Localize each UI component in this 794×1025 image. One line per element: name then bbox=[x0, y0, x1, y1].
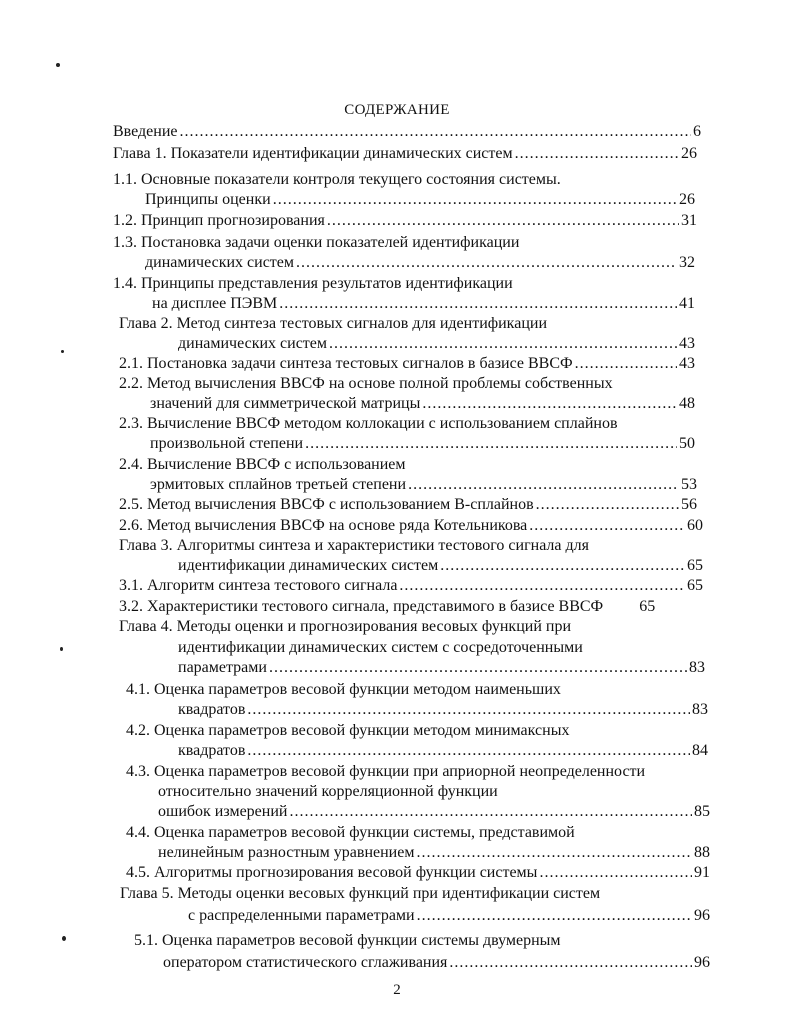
toc-line bbox=[178, 556, 703, 576]
toc-page: 26 bbox=[681, 145, 697, 162]
toc-text: параметрами bbox=[178, 659, 267, 676]
toc-line-intro bbox=[113, 122, 701, 142]
toc-text: 1.2. Принцип прогнозирования bbox=[113, 212, 325, 229]
toc-line bbox=[178, 638, 583, 658]
leader-dots bbox=[269, 658, 687, 678]
toc-text: Глава 5. Методы оценки весовых функций при идентификации систем bbox=[120, 885, 601, 902]
toc-line bbox=[158, 843, 710, 863]
toc-page: 48 bbox=[679, 395, 695, 412]
toc-text: 4.4. Оценка параметров весовой функции системы, представимой bbox=[126, 824, 575, 841]
toc-line bbox=[119, 495, 697, 515]
toc-text: эрмитовых сплайнов третьей степени bbox=[150, 476, 407, 493]
toc-line bbox=[150, 434, 695, 454]
leader-dots bbox=[247, 700, 690, 720]
toc-text: относительно значений корреляционной функции bbox=[158, 783, 498, 800]
scan-speck bbox=[56, 63, 60, 67]
leader-dots bbox=[529, 516, 685, 536]
toc-page: 91 bbox=[694, 864, 710, 881]
toc-line bbox=[158, 782, 498, 802]
toc-page: 96 bbox=[694, 954, 710, 971]
leader-dots bbox=[327, 211, 679, 231]
toc-line bbox=[119, 455, 406, 475]
leader-dots bbox=[536, 495, 679, 515]
leader-dots bbox=[329, 334, 677, 354]
toc-text: квадратов bbox=[178, 742, 246, 759]
toc-page: 83 bbox=[689, 659, 705, 676]
toc-text: оператором статистического сглаживания bbox=[163, 954, 448, 971]
toc-page: 43 bbox=[679, 335, 695, 352]
leader-dots bbox=[296, 253, 677, 273]
toc-text: 2.2. Метод вычисления ВВСФ на основе полной проблемы собственных bbox=[119, 375, 613, 392]
toc-line bbox=[119, 354, 695, 374]
leader-dots bbox=[408, 475, 679, 495]
leader-dots bbox=[515, 144, 679, 164]
toc-line bbox=[178, 334, 695, 354]
toc-text: нелинейным разностным уравнением bbox=[158, 844, 415, 861]
toc-line-chapter-3 bbox=[119, 536, 589, 556]
toc-line bbox=[126, 721, 569, 741]
leader-dots bbox=[289, 802, 692, 822]
toc-text: 2.6. Метод вычисления ВВСФ на основе ряда Котельникова bbox=[119, 517, 528, 534]
leader-dots bbox=[539, 863, 692, 883]
toc-line bbox=[152, 294, 695, 314]
toc-line bbox=[188, 906, 710, 926]
toc-line bbox=[178, 741, 708, 761]
toc-text: динамических систем bbox=[145, 254, 295, 271]
toc-line-chapter-4 bbox=[119, 617, 571, 637]
toc-text: 2.1. Постановка задачи синтеза тестовых сигналов в базисе ВВСФ bbox=[119, 355, 573, 372]
toc-text: произвольной степени bbox=[150, 435, 304, 452]
toc-text: Глава 4. Методы оценки и прогнозирования весовых функций при bbox=[119, 618, 572, 635]
toc-text: динамических систем bbox=[178, 335, 328, 352]
toc-text: 1.1. Основные показатели контроля текущего состояния системы. bbox=[113, 171, 561, 188]
toc-line-chapter-5 bbox=[120, 884, 600, 904]
toc-text: 2.5. Метод вычисления ВВСФ с использованием В-сплайнов bbox=[119, 496, 534, 513]
leader-dots bbox=[416, 843, 692, 863]
toc-page: 31 bbox=[681, 212, 697, 229]
toc-text: 5.1. Оценка параметров весовой функции системы двумерным bbox=[134, 932, 561, 949]
toc-line bbox=[119, 374, 613, 394]
toc-page: 41 bbox=[679, 295, 695, 312]
toc-page: 88 bbox=[694, 844, 710, 861]
toc-text: 4.1. Оценка параметров весовой функции методом наименьших bbox=[126, 681, 561, 698]
toc-line bbox=[126, 823, 575, 843]
toc-line bbox=[178, 700, 708, 720]
leader-dots bbox=[449, 953, 692, 973]
toc-line bbox=[119, 414, 618, 434]
toc-page: 65 bbox=[687, 557, 703, 574]
page-title: СОДЕРЖАНИЕ bbox=[344, 102, 450, 118]
toc-line bbox=[126, 762, 645, 782]
toc-page: 26 bbox=[679, 191, 695, 208]
toc-line bbox=[150, 394, 695, 414]
toc-line bbox=[178, 658, 705, 678]
toc-text: ошибок измерений bbox=[158, 803, 288, 820]
leader-dots bbox=[440, 556, 685, 576]
toc-line bbox=[134, 931, 561, 951]
toc-line-chapter-1 bbox=[113, 144, 697, 164]
toc-line bbox=[113, 233, 519, 253]
toc-page: 85 bbox=[694, 803, 710, 820]
toc-page: 65 bbox=[687, 577, 703, 594]
toc-line bbox=[113, 170, 561, 190]
toc-page: 83 bbox=[692, 701, 708, 718]
leader-dots bbox=[273, 190, 677, 210]
leader-dots bbox=[180, 122, 692, 142]
toc-text: 1.4. Принципы представления результатов идентификации bbox=[113, 275, 513, 292]
toc-line bbox=[126, 680, 561, 700]
leader-dots bbox=[247, 741, 690, 761]
toc-text: квадратов bbox=[178, 701, 246, 718]
leader-dots bbox=[422, 394, 677, 414]
toc-text: идентификации динамических систем bbox=[178, 557, 439, 574]
scan-speck bbox=[60, 647, 63, 651]
toc-page: 43 bbox=[679, 355, 695, 372]
toc-text: 1.3. Постановка задачи оценки показателей идентификации bbox=[113, 234, 520, 251]
toc-line bbox=[158, 802, 710, 822]
leader-dots bbox=[417, 906, 692, 926]
toc-page: 65 bbox=[639, 598, 656, 615]
toc-text: Принципы оценки bbox=[145, 191, 271, 208]
leader-dots bbox=[305, 434, 677, 454]
toc-line bbox=[119, 516, 703, 536]
toc-text: 4.5. Алгоритмы прогнозирования весовой функции системы bbox=[126, 864, 538, 881]
toc-text: 3.2. Характеристики тестового сигнала, представимого в базисе ВВСФ bbox=[119, 598, 604, 615]
leader-dots bbox=[575, 354, 677, 374]
toc-line bbox=[113, 274, 513, 294]
toc-page: 53 bbox=[681, 476, 697, 493]
toc-text: идентификации динамических систем с сосредоточенными bbox=[178, 639, 583, 656]
leader-dots bbox=[399, 576, 685, 596]
toc-text: на дисплее ПЭВМ bbox=[152, 295, 278, 312]
toc-text: с распределенными параметрами bbox=[188, 907, 415, 924]
toc-page: 60 bbox=[687, 517, 703, 534]
toc-page: 6 bbox=[693, 123, 701, 140]
toc-line bbox=[113, 211, 697, 231]
toc-page: 50 bbox=[679, 435, 695, 452]
toc-line bbox=[150, 475, 697, 495]
scan-speck bbox=[62, 936, 66, 941]
toc-line bbox=[145, 253, 695, 273]
toc-page: 84 bbox=[692, 742, 708, 759]
toc-line bbox=[119, 597, 655, 617]
leader-dots bbox=[279, 294, 677, 314]
toc-text: 4.3. Оценка параметров весовой функции при априорной неопределенности bbox=[126, 763, 646, 780]
toc-text: 2.3. Вычисление ВВСФ методом коллокации с использованием сплайнов bbox=[119, 415, 618, 432]
toc-text: Введение bbox=[113, 123, 178, 140]
scan-speck bbox=[61, 350, 64, 353]
toc-text: Глава 2. Метод синтеза тестовых сигналов для идентификации bbox=[119, 315, 547, 332]
toc-line-chapter-2 bbox=[119, 314, 547, 334]
toc-text: 4.2. Оценка параметров весовой функции методом минимаксных bbox=[126, 722, 570, 739]
page-number: 2 bbox=[393, 982, 401, 998]
toc-line bbox=[126, 863, 710, 883]
toc-page: 32 bbox=[679, 254, 695, 271]
toc-line bbox=[119, 576, 703, 596]
toc-text: 2.4. Вычисление ВВСФ с использованием bbox=[119, 456, 406, 473]
toc-line bbox=[145, 190, 695, 210]
toc-page: 96 bbox=[694, 907, 710, 924]
toc-page: 56 bbox=[681, 496, 697, 513]
toc-text: Глава 1. Показатели идентификации динамических систем bbox=[113, 145, 513, 162]
toc-text: значений для симметрической матрицы bbox=[150, 395, 421, 412]
toc-text: Глава 3. Алгоритмы синтеза и характеристики тестового сигнала для bbox=[119, 537, 589, 554]
toc-line bbox=[163, 953, 710, 973]
toc-text: 3.1. Алгоритм синтеза тестового сигнала bbox=[119, 577, 398, 594]
